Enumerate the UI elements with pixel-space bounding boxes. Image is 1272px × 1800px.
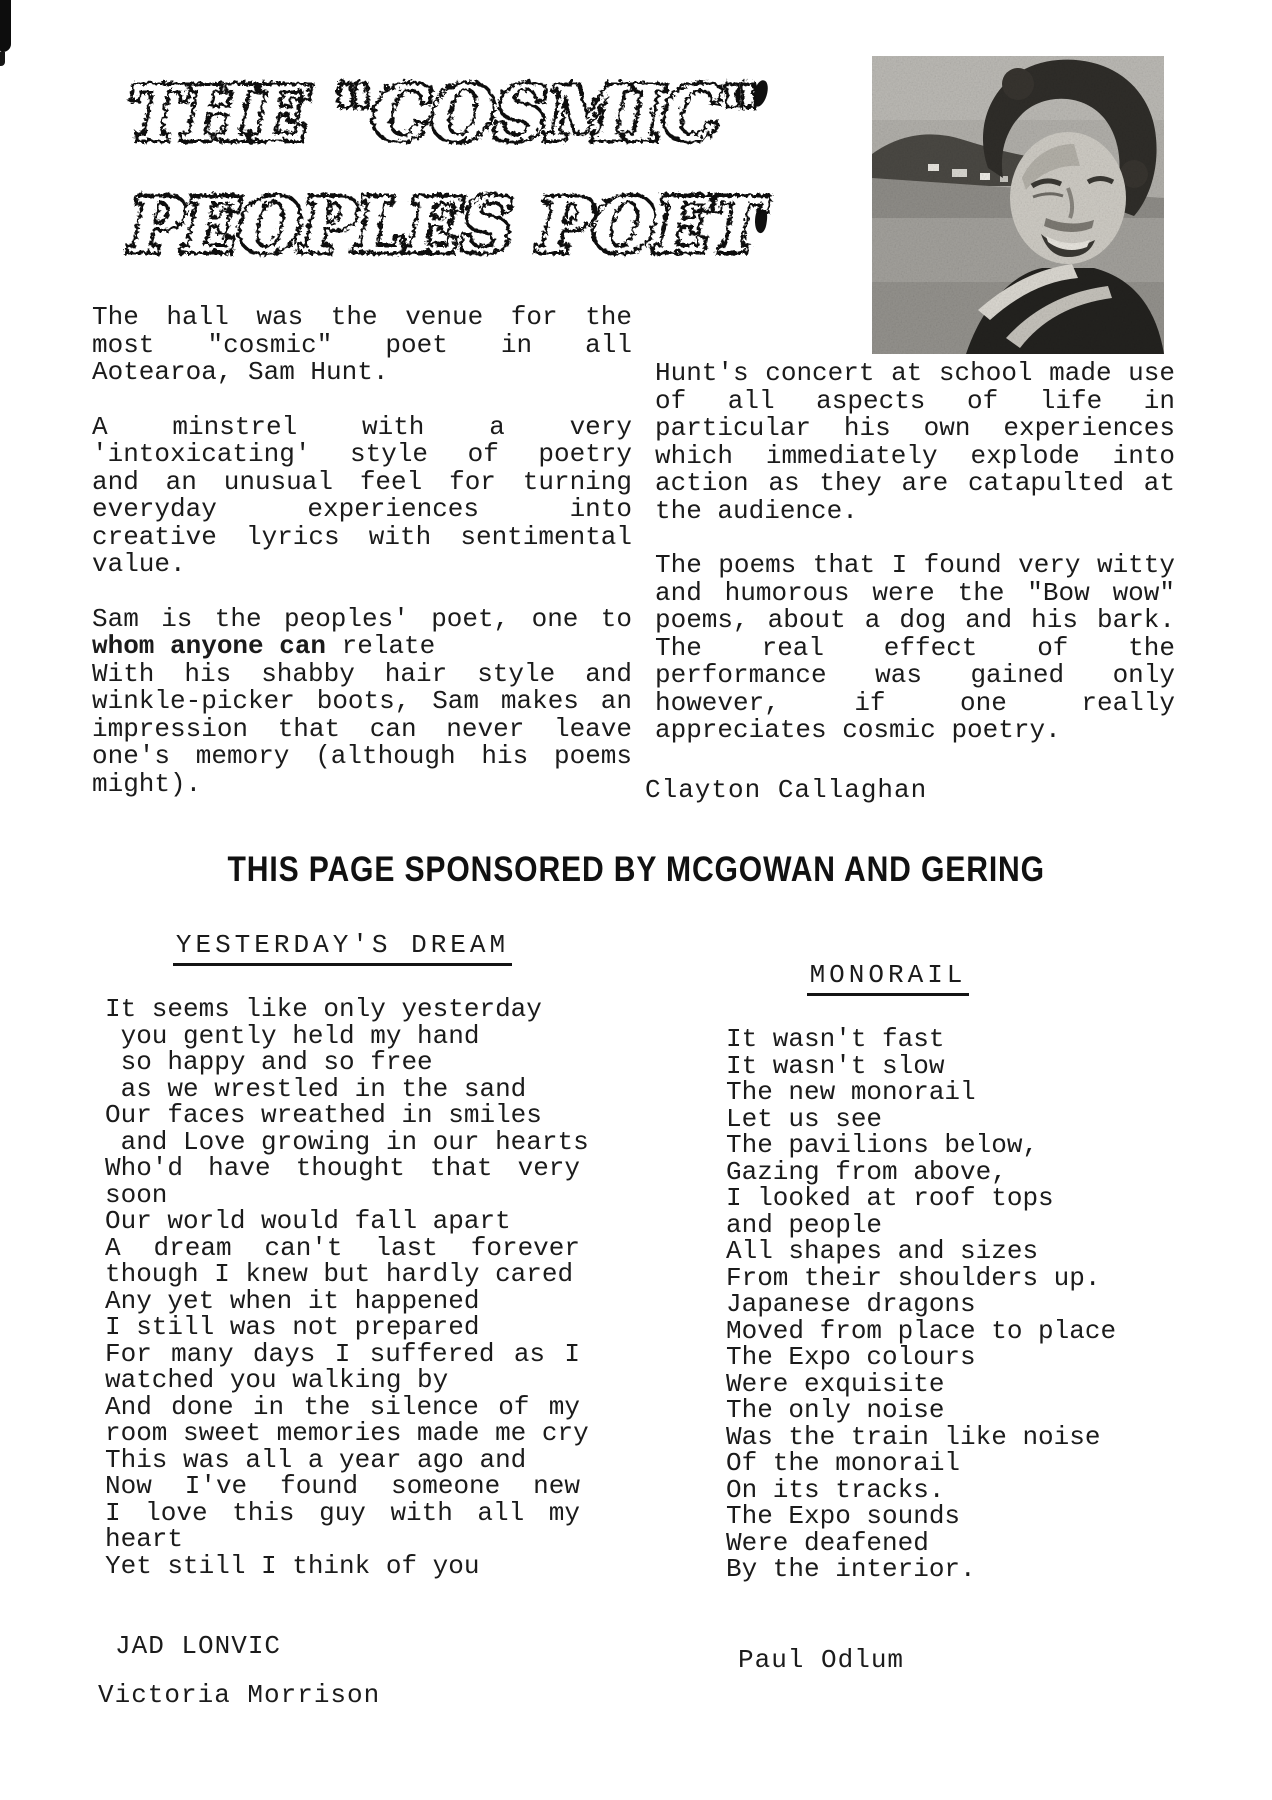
article-left-column xyxy=(92,304,632,825)
text-line: Were deafened xyxy=(726,1527,929,1558)
text-line: From their shoulders up. xyxy=(726,1262,1101,1293)
text-line: It wasn't fast xyxy=(726,1024,945,1054)
text-line: A dream can't last forever xyxy=(105,1232,580,1263)
text-line: The new monorail xyxy=(726,1077,976,1107)
page-title xyxy=(118,54,778,274)
text-line: everyday experiences into xyxy=(92,494,632,524)
poem-title: MONORAIL xyxy=(807,960,970,996)
text-line: action as they are catapulted at xyxy=(655,468,1175,498)
text-line: though I knew but hardly cared xyxy=(105,1259,574,1289)
text-line: impression that can never leave xyxy=(92,713,632,744)
sam-hunt-photo xyxy=(872,56,1164,354)
text-line: Of the monorail xyxy=(726,1448,961,1478)
text-line: The hall was the venue for the xyxy=(92,302,632,332)
text-line: however, if one really xyxy=(655,687,1175,718)
text-line: Were exquisite xyxy=(726,1368,945,1399)
text-line: Aotearoa, Sam Hunt. xyxy=(92,357,389,387)
paragraph xyxy=(655,552,1175,745)
text: relate xyxy=(326,631,436,661)
text-line: The real effect of the xyxy=(655,632,1175,663)
text-line: watched you walking by xyxy=(105,1365,449,1395)
text-line: With his shabby hair style and xyxy=(92,658,632,689)
text-line: as we wrestled in the sand xyxy=(105,1073,527,1104)
text-line xyxy=(92,633,632,661)
paragraph xyxy=(92,304,632,387)
text-line: Was the train like noise xyxy=(726,1421,1101,1452)
text-line: and an unusual feel for turning xyxy=(92,466,632,497)
text-line: On its tracks. xyxy=(726,1474,945,1505)
headline-art xyxy=(118,54,778,274)
text-line: Japanese dragons xyxy=(726,1289,976,1319)
poem-signature: JAD LONVIC xyxy=(115,1631,282,1661)
text-line: and people xyxy=(726,1209,883,1240)
text-line: It wasn't slow xyxy=(726,1050,945,1081)
text-line: Moved from place to place xyxy=(726,1315,1117,1346)
text-line: Hunt's concert at school made use xyxy=(655,358,1175,388)
poem-yesterdays-dream xyxy=(98,930,589,1710)
text-line: appreciates cosmic poetry. xyxy=(655,715,1061,745)
text-line: This was all a year ago and xyxy=(105,1444,527,1475)
text-line: one's memory (although his poems xyxy=(92,741,632,771)
text-line: Our faces wreathed in smiles xyxy=(105,1100,542,1130)
text-line: A minstrel with a very xyxy=(92,411,632,442)
text-line: I looked at roof tops xyxy=(726,1183,1054,1213)
poem-lines xyxy=(726,1026,1146,1583)
text-line: most "cosmic" poet in all xyxy=(92,329,632,360)
text-line: I still was not prepared xyxy=(105,1312,480,1342)
scan-artifact xyxy=(0,52,5,66)
paragraph xyxy=(92,411,632,579)
text-line: the audience. xyxy=(655,495,858,526)
text-line: poems, about a dog and his bark. xyxy=(655,605,1175,635)
title-line-2: PEOPLES POET xyxy=(126,182,768,268)
title-line-1: THE "COSMIC" xyxy=(128,70,758,156)
text-line: Our world would fall apart xyxy=(105,1206,511,1236)
text-line: heart xyxy=(105,1524,184,1554)
poem-title-wrap xyxy=(105,930,580,966)
poem-lines xyxy=(105,994,589,1581)
article-byline: Clayton Callaghan xyxy=(645,774,928,805)
article-right-paragraphs xyxy=(655,360,1175,745)
poem-monorail xyxy=(726,960,1146,1675)
text-line: Gazing from above, xyxy=(726,1156,1007,1187)
text-line: and humorous were the "Bow wow" xyxy=(655,577,1175,608)
sponsor-line xyxy=(0,850,1272,890)
text-line: Any yet when it happened xyxy=(105,1285,480,1316)
text-line: which immediately explode into xyxy=(655,440,1175,471)
text-line: Now I've found someone new xyxy=(105,1471,580,1501)
text-line: It seems like only yesterday xyxy=(105,994,542,1024)
text-line: soon xyxy=(105,1179,168,1210)
scan-artifact xyxy=(0,0,11,52)
text-line: The only noise xyxy=(726,1395,945,1425)
text-line: might). xyxy=(92,768,202,799)
text-line: Yet still I think of you xyxy=(105,1550,480,1581)
text-line: value. xyxy=(92,549,186,579)
text-line: particular his own experiences xyxy=(655,413,1175,443)
text-line: creative lyrics with sentimental xyxy=(92,521,632,552)
text-line: so happy and so free xyxy=(105,1047,433,1077)
text-line: room sweet memories made me cry xyxy=(105,1418,589,1448)
text-line: Who'd have thought that very xyxy=(105,1153,580,1183)
text-line: Sam is the peoples' poet, one to xyxy=(92,603,632,634)
text-line: of all aspects of life in xyxy=(655,385,1175,416)
text-line: 'intoxicating' style of poetry xyxy=(92,439,632,469)
text-line: Let us see xyxy=(726,1103,883,1134)
poem-title: YESTERDAY'S DREAM xyxy=(173,930,512,966)
bold-text: whom anyone can xyxy=(92,631,327,661)
text-line: And done in the silence of my xyxy=(105,1391,580,1422)
sponsor-text: THIS PAGE SPONSORED BY MCGOWAN AND GERING xyxy=(227,850,1045,889)
text-line: The Expo colours xyxy=(726,1342,976,1372)
text-line: The pavilions below, xyxy=(726,1130,1039,1160)
poem-signature: Paul Odlum xyxy=(738,1644,905,1675)
text-line: All shapes and sizes xyxy=(726,1236,1039,1266)
paragraph xyxy=(655,360,1175,525)
paragraph xyxy=(92,603,632,799)
text-line: winkle-picker boots, Sam makes an xyxy=(92,686,632,716)
text-line: By the interior. xyxy=(726,1554,976,1584)
text-line: The poems that I found very witty xyxy=(655,550,1175,580)
text-line: and Love growing in our hearts xyxy=(105,1126,589,1157)
text-line: I love this guy with all my xyxy=(105,1497,580,1528)
article-right-column xyxy=(645,358,1175,805)
text-line: performance was gained only xyxy=(655,660,1175,690)
poem-title-wrap xyxy=(726,960,1146,996)
text-line: The Expo sounds xyxy=(726,1501,961,1531)
photo-art xyxy=(872,56,1164,354)
poem-signature: Victoria Morrison xyxy=(98,1680,381,1710)
text-line: you gently held my hand xyxy=(105,1020,480,1051)
text-line: For many days I suffered as I xyxy=(105,1338,580,1369)
